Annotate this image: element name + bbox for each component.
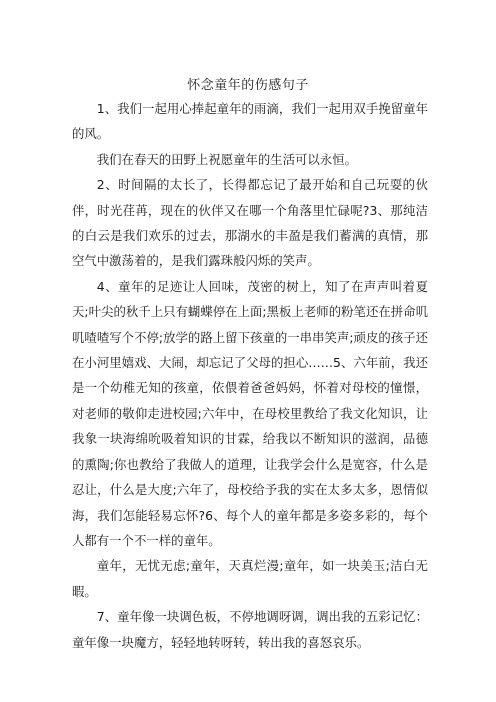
paragraph-3: 2、时间隔的太长了，长得都忘记了最开始和自己玩耍的伙伴，时光荏苒，现在的伙伴又在哪一个角落里忙碌呢?3、那纯洁的白云是我们欢乐的过去，那湖水的丰盈是我们蓄满的真情，那空气中激荡着的，是我们露珠般闪烁的笑声。 bbox=[72, 177, 428, 269]
paragraph-4: 4、童年的足迹让人回味，茂密的树上，知了在声声叫着夏天;叶尖的秋千上只有蝴蝶停在上面;黑板上老师的粉笔还在拼命叽叽喳喳写个不停;放学的路上留下孩童的一串串笑声;顽皮的孩子还在小河里嬉戏、大闹，却忘记了父母的担心……5、六年前，我还是一个幼稚无知的孩童，依偎着爸爸妈妈，怀着对母校的憧憬，对老师的敬仰走进校园;六年中，在母校里教给了我文化知识，让我象一块海绵吮吸着知识的甘霖，给我以不断知识的滋润，品德的熏陶;你也教给了我做人的道理，让我学会什么是宽容，什么是忍让，什么是大度;六年了，母校给予我的实在太多太多，恩情似海，我们怎能轻易忘怀?6、每个人的童年都是多姿多彩的，每个人都有一个不一样的童年。 bbox=[72, 278, 428, 548]
paragraph-1: 1、我们一起用心捧起童年的雨滴，我们一起用双手挽留童年的风。 bbox=[72, 101, 428, 142]
document-title: 怀念童年的伤感句子 bbox=[187, 78, 309, 93]
paragraph-6: 7、童年像一块调色板，不停地调呀调，调出我的五彩记忆：童年像一块魔方，轻轻地转呀转，转出我的喜怒哀乐。 bbox=[72, 609, 428, 650]
paragraph-5: 童年，无忧无虑;童年，天真烂漫;童年，如一块美玉;洁白无暇。 bbox=[72, 558, 428, 599]
document-body bbox=[72, 96, 428, 655]
paragraph-2: 我们在春天的田野上祝愿童年的生活可以永恒。 bbox=[96, 151, 357, 167]
